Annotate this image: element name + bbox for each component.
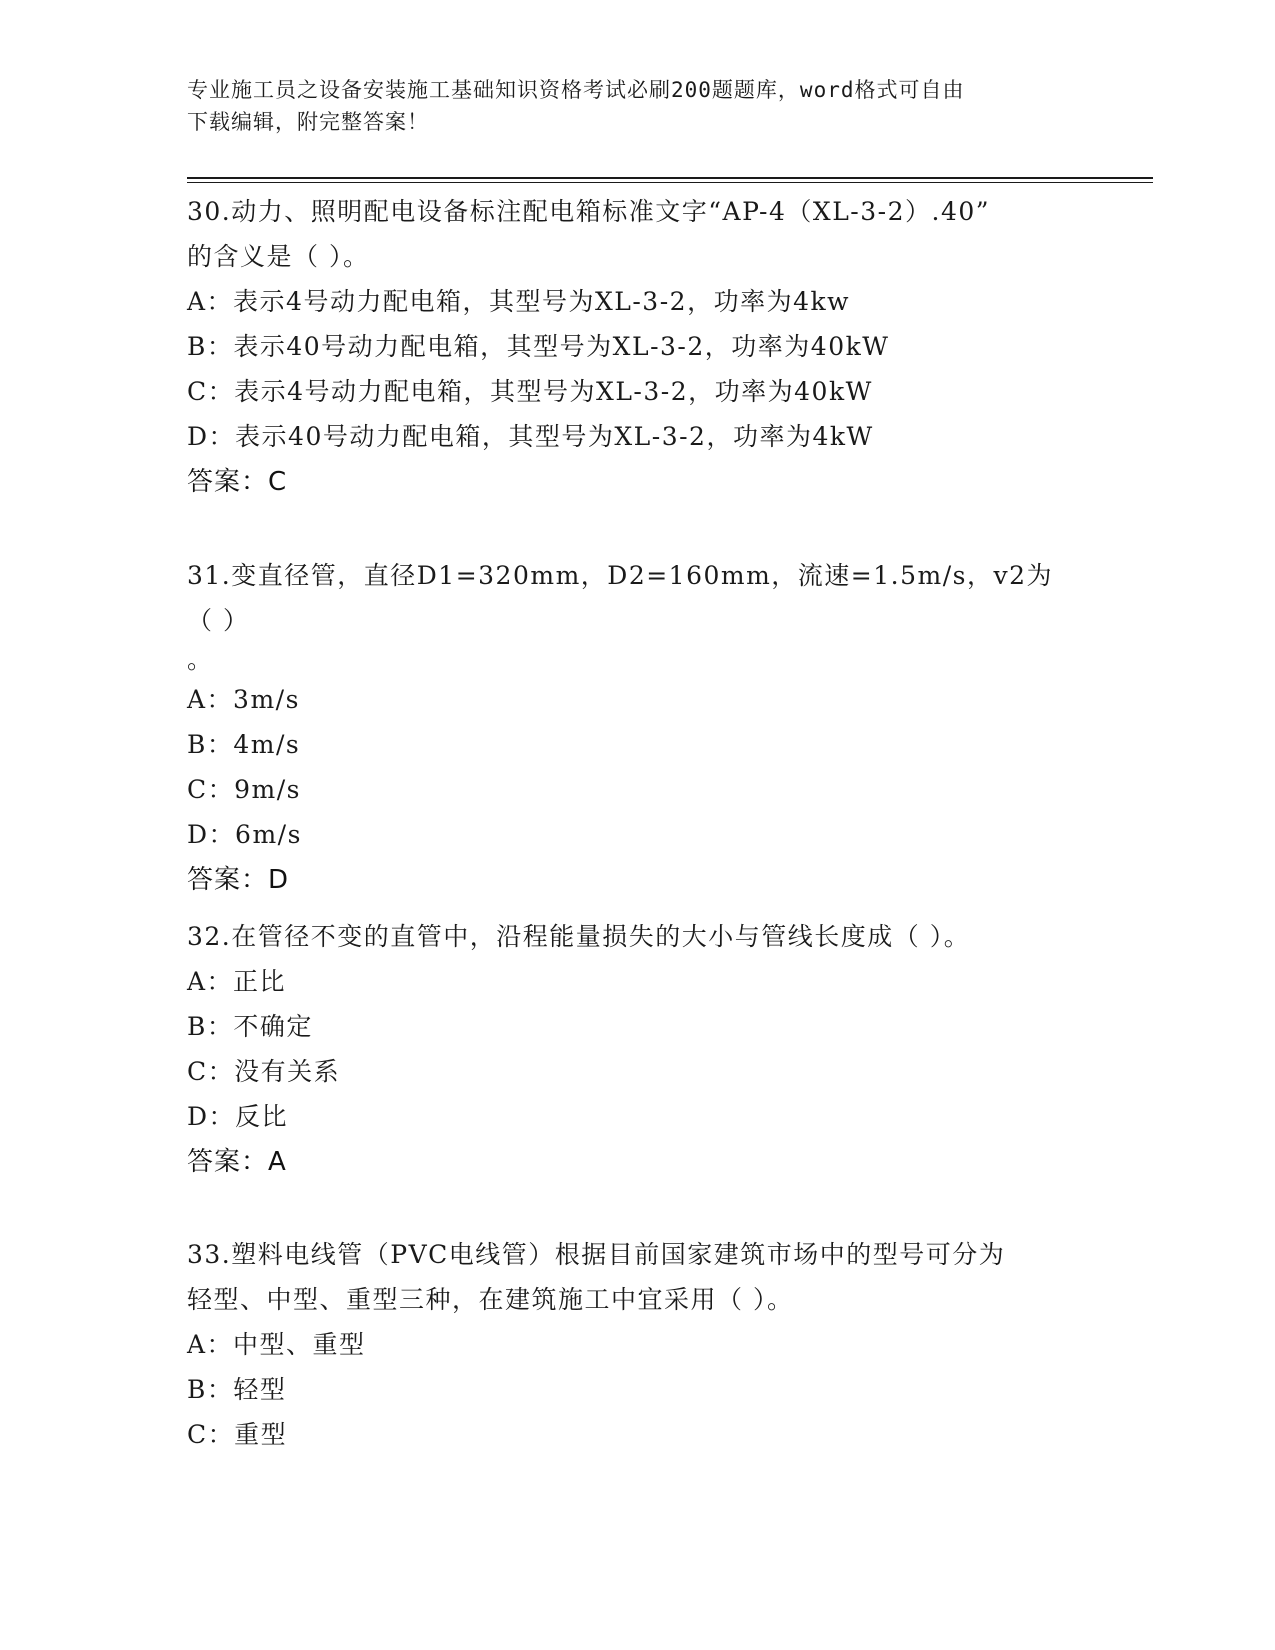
- question-stem-line: 32.在管径不变的直管中，沿程能量损失的大小与管线长度成（ ）。: [187, 922, 971, 951]
- option-d: D：表示40号动力配电箱，其型号为XL-3-2，功率为4kW: [187, 422, 874, 451]
- option-c: C：重型: [187, 1420, 288, 1449]
- option-d: D：6m/s: [187, 820, 302, 849]
- question-stem-line: 。: [187, 645, 214, 674]
- answer-label: 答案：D: [187, 865, 290, 895]
- option-c: C：没有关系: [187, 1057, 341, 1086]
- question-stem-line: 30.动力、照明配电设备标注配电箱标准文字“AP-4（XL-3-2）.40”: [187, 197, 991, 226]
- document-header: [187, 74, 1067, 138]
- option-b: B：4m/s: [187, 730, 301, 759]
- question-stem-line: 31.变直径管，直径D1=320mm，D2=160mm，流速=1.5m/s，v2为（ ）: [187, 561, 1054, 635]
- option-a: A：中型、重型: [187, 1330, 366, 1359]
- question-stem-line: 33.塑料电线管（PVC电线管）根据目前国家建筑市场中的型号可分为: [187, 1240, 1006, 1269]
- option-d: D：反比: [187, 1102, 289, 1131]
- option-c: C：9m/s: [187, 775, 301, 804]
- answer-label: 答案：C: [187, 467, 288, 497]
- option-a: A：正比: [187, 967, 287, 996]
- option-c: C：表示4号动力配电箱，其型号为XL-3-2，功率为40kW: [187, 377, 873, 406]
- option-b: B：轻型: [187, 1375, 287, 1404]
- question-32: [187, 914, 1067, 1185]
- header-divider-thick: [187, 177, 1153, 179]
- header-line-1: 专业施工员之设备安装施工基础知识资格考试必刷200题题库，word格式可自由: [187, 78, 965, 102]
- question-30: [187, 189, 1067, 505]
- question-stem-line: 轻型、中型、重型三种，在建筑施工中宜采用（ ）。: [187, 1285, 794, 1314]
- question-33: [187, 1232, 1067, 1457]
- header-line-2: 下载编辑，附完整答案！: [187, 110, 429, 134]
- option-a: A：3m/s: [187, 685, 300, 714]
- answer-label: 答案：A: [187, 1147, 287, 1177]
- question-31: [187, 553, 1067, 903]
- option-b: B：不确定: [187, 1012, 313, 1041]
- question-stem-line: 的含义是（ ）。: [187, 242, 370, 271]
- option-a: A：表示4号动力配电箱，其型号为XL-3-2，功率为4kw: [187, 287, 851, 316]
- option-b: B：表示40号动力配电箱，其型号为XL-3-2，功率为40kW: [187, 332, 890, 361]
- header-divider-thin: [187, 182, 1153, 183]
